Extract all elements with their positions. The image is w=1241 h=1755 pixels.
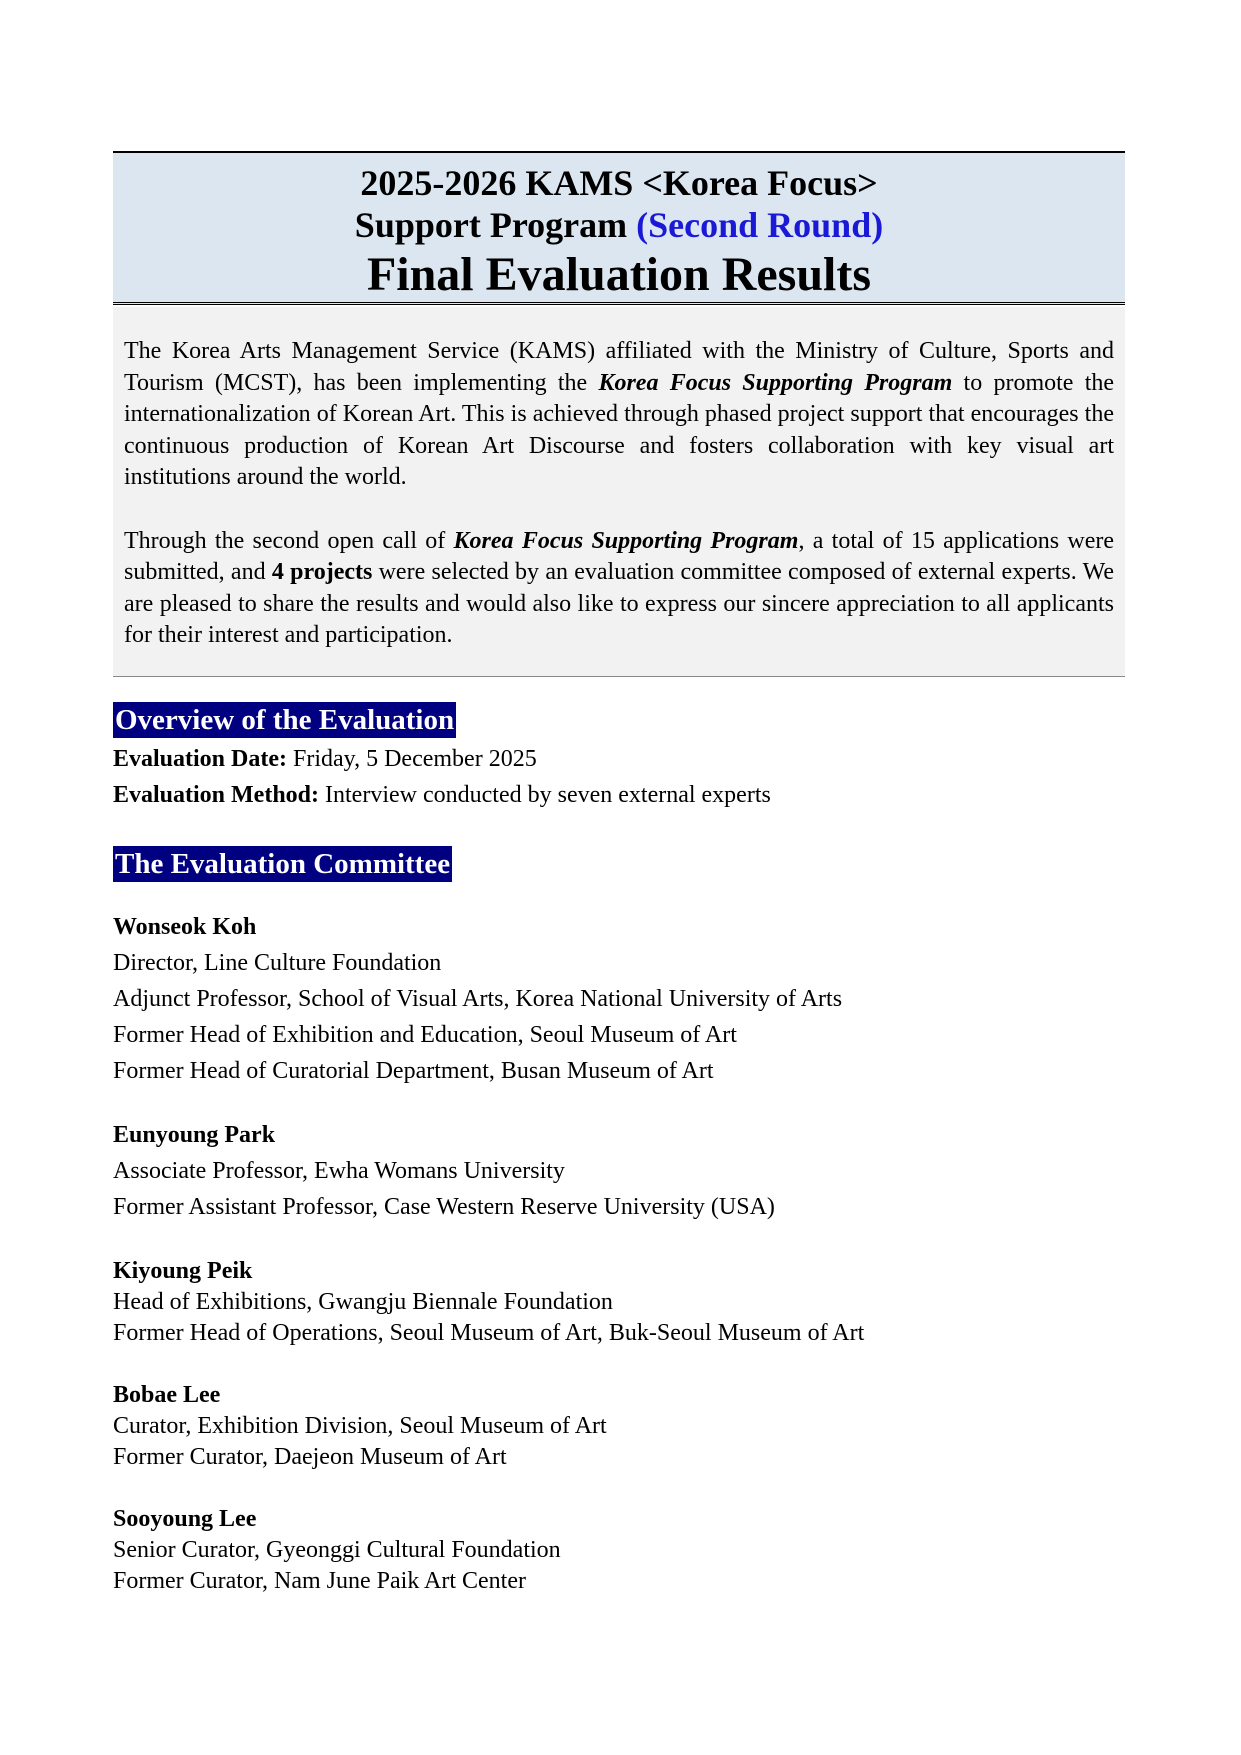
member-role: Former Assistant Professor, Case Western Reserve University (USA) — [113, 1194, 775, 1220]
member-role: Curator, Exhibition Division, Seoul Museum of Art — [113, 1413, 607, 1439]
member-name: Sooyoung Lee — [113, 1506, 257, 1532]
member-role: Associate Professor, Ewha Womans University — [113, 1158, 565, 1184]
date-label: Evaluation Date: — [113, 746, 287, 772]
page-title: Final Evaluation Results — [366, 248, 872, 301]
selected-count: 4 projects — [271, 559, 373, 585]
intro-text: were selected by an evaluation committee composed of external experts. We are pleased to share the results and would also like to express our sincere appreciation to all applicants for their interest and participation. — [124, 559, 1114, 648]
date-value: Friday, 5 December 2025 — [287, 746, 537, 772]
committee-heading: The Evaluation Committee — [115, 848, 451, 880]
title-line-2-main: Support Program — [354, 205, 637, 245]
evaluation-method — [113, 780, 771, 810]
intro-paragraph-2 — [124, 526, 1114, 652]
intro-text: The Korea Arts Management Service (KAMS) affiliated with the Ministry of Culture, Sports and Tourism (MCST), has been implementing the — [124, 338, 1114, 396]
evaluation-date — [113, 744, 537, 774]
intro-paragraph-1 — [124, 336, 1114, 494]
member-name: Bobae Lee — [113, 1382, 221, 1408]
method-value: Interview conducted by seven external experts — [319, 782, 771, 808]
title-round-accent: (Second Round) — [636, 205, 884, 245]
intro-text: , a total of 15 applications were submitted, and — [124, 527, 1114, 585]
title-line-2 — [113, 203, 1125, 247]
member-name: Wonseok Koh — [113, 914, 257, 940]
intro-text: Through the second open call of — [124, 527, 454, 554]
intro-box — [113, 307, 1125, 677]
program-name-emphasis: Korea Focus Supporting Program — [598, 369, 953, 396]
member-role: Former Curator, Daejeon Museum of Art — [113, 1444, 507, 1470]
program-name-emphasis: Korea Focus Supporting Program — [453, 527, 799, 554]
member-role: Former Head of Exhibition and Education, Seoul Museum of Art — [113, 1022, 737, 1048]
member-role: Former Head of Operations, Seoul Museum of Art, Buk-Seoul Museum of Art — [113, 1320, 865, 1346]
member-role: Senior Curator, Gyeonggi Cultural Foundation — [113, 1537, 561, 1563]
overview-heading: Overview of the Evaluation — [115, 704, 455, 736]
member-role: Adjunct Professor, School of Visual Arts, Korea National University of Arts — [113, 986, 843, 1012]
intro-text: to promote the internationalization of Korean Art. This is achieved through phased project support that encourages the continuous production of Korean Art Discourse and fosters collaboration with key visual art institutions around the world. — [124, 369, 1115, 490]
member-role: Former Curator, Nam June Paik Art Center — [113, 1568, 526, 1594]
member-role: Former Head of Curatorial Department, Busan Museum of Art — [113, 1058, 714, 1084]
member-name: Kiyoung Peik — [113, 1258, 253, 1284]
title-line-1: 2025-2026 KAMS <Korea Focus> — [360, 163, 878, 203]
member-role: Director, Line Culture Foundation — [113, 950, 442, 976]
member-name: Eunyoung Park — [113, 1122, 276, 1148]
method-label: Evaluation Method: — [113, 782, 320, 808]
title-box — [113, 151, 1125, 305]
member-role: Head of Exhibitions, Gwangju Biennale Foundation — [113, 1289, 613, 1315]
